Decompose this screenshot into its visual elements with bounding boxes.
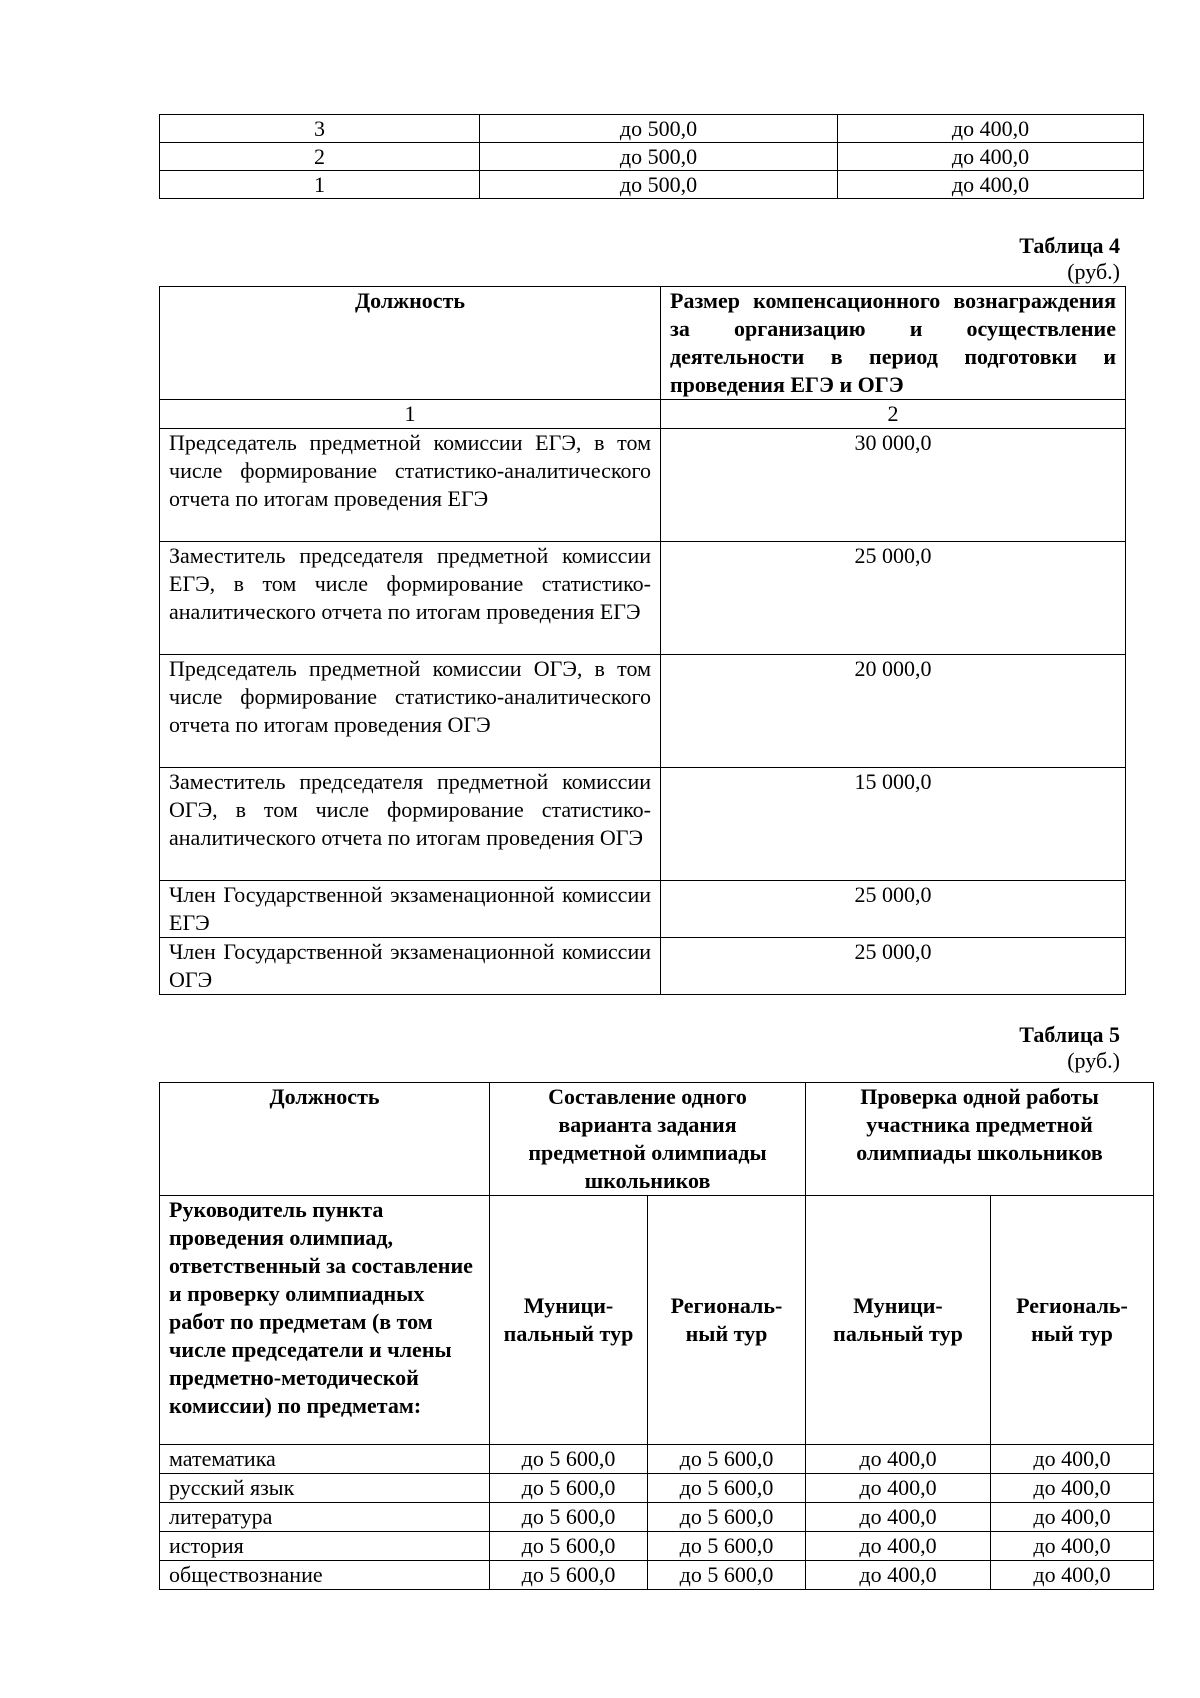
table-row — [160, 1561, 1154, 1590]
table-row — [160, 1445, 1154, 1474]
table-cell: до 400,0 — [838, 171, 1144, 199]
value-cell: до 5 600,0 — [490, 1532, 648, 1561]
table-row — [160, 881, 1126, 938]
table-row — [160, 143, 1144, 171]
amount-cell: 15 000,0 — [661, 768, 1126, 881]
column-header-compensation: Размер компенсационного вознаграждения за организацию и осуществление деятельности в период подготовки и проведения ЕГЭ и ОГЭ — [661, 287, 1126, 400]
subheader-regional-compose: Региональ-ный тур — [648, 1196, 806, 1445]
value-cell: до 400,0 — [991, 1474, 1154, 1503]
subheader-municipal-compose: Муници-пальный тур — [490, 1196, 648, 1445]
table-row — [160, 542, 1126, 655]
value-cell: до 5 600,0 — [648, 1532, 806, 1561]
table-row — [160, 1532, 1154, 1561]
subheader-position-label: Руководитель пункта проведения олимпиад, ответственный за составление и проверку олимпиадных работ по предметам (в том числе председатели и члены предметно-методической комиссии) по предметам: — [160, 1196, 490, 1445]
table-row — [160, 1503, 1154, 1532]
value-cell: до 400,0 — [806, 1532, 991, 1561]
value-cell: до 400,0 — [991, 1532, 1154, 1561]
position-cell: Председатель предметной комиссии ЕГЭ, в том числе формирование статистико-аналитического отчета по итогам проведения ЕГЭ — [160, 429, 661, 542]
value-cell: до 5 600,0 — [648, 1445, 806, 1474]
value-cell: до 5 600,0 — [648, 1561, 806, 1590]
table-header-row — [160, 287, 1126, 400]
subject-cell: русский язык — [160, 1474, 490, 1503]
column-number: 1 — [160, 400, 661, 429]
table-cell: 2 — [160, 143, 480, 171]
value-cell: до 400,0 — [806, 1503, 991, 1532]
table-row — [160, 171, 1144, 199]
amount-cell: 30 000,0 — [661, 429, 1126, 542]
table-4-unit: (руб.) — [1067, 259, 1120, 284]
position-cell: Заместитель председателя предметной комиссии ЕГЭ, в том числе формирование статистико-аналитического отчета по итогам проведения ЕГЭ — [160, 542, 661, 655]
subject-cell: история — [160, 1532, 490, 1561]
column-group-check: Проверка одной работы участника предметной олимпиады школьников — [806, 1083, 1154, 1196]
table-5 — [159, 1082, 1154, 1590]
table-header-row — [160, 1083, 1154, 1196]
position-cell: Член Государственной экзаменационной комиссии ОГЭ — [160, 938, 661, 995]
value-cell: до 400,0 — [806, 1445, 991, 1474]
column-header-position: Должность — [160, 287, 661, 400]
value-cell: до 400,0 — [806, 1474, 991, 1503]
table-row — [160, 655, 1126, 768]
value-cell: до 5 600,0 — [490, 1445, 648, 1474]
table-row — [160, 115, 1144, 143]
table-3-continuation — [159, 114, 1144, 199]
value-cell: до 5 600,0 — [490, 1474, 648, 1503]
value-cell: до 400,0 — [991, 1561, 1154, 1590]
value-cell: до 5 600,0 — [648, 1503, 806, 1532]
column-number: 2 — [661, 400, 1126, 429]
table-cell: 3 — [160, 115, 480, 143]
value-cell: до 5 600,0 — [490, 1561, 648, 1590]
table-4-caption: Таблица 4 — [1019, 233, 1120, 258]
table-cell: 1 — [160, 171, 480, 199]
value-cell: до 5 600,0 — [490, 1503, 648, 1532]
position-cell: Председатель предметной комиссии ОГЭ, в том числе формирование статистико-аналитического отчета по итогам проведения ОГЭ — [160, 655, 661, 768]
table-5-caption: Таблица 5 — [1019, 1022, 1120, 1047]
table-cell: до 500,0 — [480, 171, 838, 199]
value-cell: до 400,0 — [806, 1561, 991, 1590]
table-cell: до 400,0 — [838, 143, 1144, 171]
table-row — [160, 429, 1126, 542]
amount-cell: 25 000,0 — [661, 881, 1126, 938]
table-number-row — [160, 400, 1126, 429]
table-row — [160, 1474, 1154, 1503]
table-4 — [159, 286, 1126, 995]
amount-cell: 25 000,0 — [661, 938, 1126, 995]
subject-cell: математика — [160, 1445, 490, 1474]
amount-cell: 25 000,0 — [661, 542, 1126, 655]
column-header-position: Должность — [160, 1083, 490, 1196]
table-cell: до 400,0 — [838, 115, 1144, 143]
table-5-unit: (руб.) — [1067, 1048, 1120, 1073]
value-cell: до 400,0 — [991, 1445, 1154, 1474]
position-cell: Заместитель председателя предметной комиссии ОГЭ, в том числе формирование статистико-аналитического отчета по итогам проведения ОГЭ — [160, 768, 661, 881]
subject-cell: литература — [160, 1503, 490, 1532]
table-cell: до 500,0 — [480, 143, 838, 171]
subject-cell: обществознание — [160, 1561, 490, 1590]
subheader-municipal-check: Муници-пальный тур — [806, 1196, 991, 1445]
subheader-regional-check: Региональ-ный тур — [991, 1196, 1154, 1445]
value-cell: до 5 600,0 — [648, 1474, 806, 1503]
value-cell: до 400,0 — [991, 1503, 1154, 1532]
table-subheader-row — [160, 1196, 1154, 1445]
position-cell: Член Государственной экзаменационной комиссии ЕГЭ — [160, 881, 661, 938]
table-cell: до 500,0 — [480, 115, 838, 143]
table-row — [160, 768, 1126, 881]
amount-cell: 20 000,0 — [661, 655, 1126, 768]
column-group-compose: Составление одного варианта задания предметной олимпиады школьников — [490, 1083, 806, 1196]
table-row — [160, 938, 1126, 995]
